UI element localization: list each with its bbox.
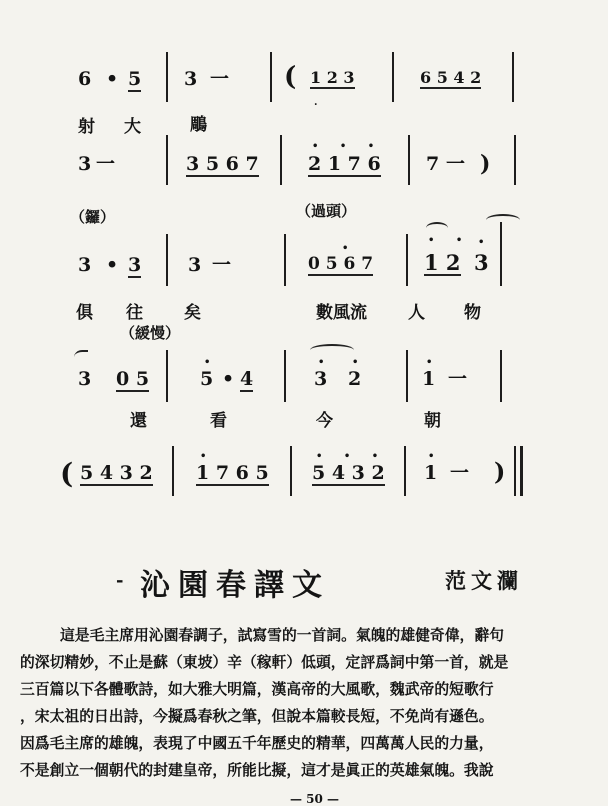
octave-dot: • [426, 357, 442, 368]
paren: ( [60, 457, 74, 490]
octave-dot: • [342, 243, 358, 254]
paren-label: （鑼） [70, 208, 116, 226]
lyric: 人 [408, 303, 425, 323]
lyric: 看 [210, 411, 227, 431]
note-dash: 一 [212, 254, 232, 276]
article-body [20, 622, 594, 784]
octave-dot: • [200, 451, 216, 462]
bar-line [290, 446, 292, 496]
note-dash: 一 [446, 153, 466, 175]
note: 3 [78, 368, 92, 390]
note: 3 [78, 153, 92, 175]
note-dot: • [106, 68, 119, 90]
note-group: 1 2 3 [310, 68, 355, 87]
octave-dot: . [314, 97, 327, 108]
note: 3 [188, 254, 202, 276]
text-line: 三百篇以下各體歌詩，如大雅大明篇，漢高帝的大風歌，魏武帝的短歌行 [20, 681, 494, 698]
score-row-4 [0, 340, 608, 450]
bar-line [392, 52, 394, 102]
note-dot: • [222, 368, 235, 390]
slur [426, 222, 448, 234]
note: 3 [314, 368, 328, 390]
note-group: 3 5 6 7 [186, 153, 259, 175]
note: 3 [128, 254, 142, 276]
final-bar-line [520, 446, 523, 496]
note: 4 [240, 368, 254, 390]
lyric: 矣 [184, 303, 201, 323]
note-dot: • [106, 254, 119, 276]
text-line: 這是毛主席用沁園春調子，試寫雪的一首詞。氣魄的雄健奇偉，辭句 [60, 627, 504, 644]
octave-dots: • • • [312, 141, 384, 152]
bar-line [406, 234, 408, 286]
note-group: 1 7 6 5 [196, 462, 269, 484]
note-group: 2 1 7 6 [308, 153, 381, 175]
octave-dot: • [204, 357, 220, 368]
paren: ( [284, 62, 297, 92]
slur [310, 344, 354, 356]
lyric: 數風流 [316, 303, 367, 323]
bar-line [512, 52, 514, 102]
bar-line [500, 350, 502, 402]
lyric: 物 [464, 303, 481, 323]
note-dash: 一 [448, 368, 468, 390]
paren: ) [494, 457, 506, 486]
bar-line [270, 52, 272, 102]
note: 1 [424, 462, 438, 484]
bar-line [500, 222, 502, 286]
note-dash: 一 [96, 153, 116, 175]
lyric: 鵰 [190, 115, 207, 135]
bar-line [166, 234, 168, 286]
note-group: 0 5 [116, 368, 150, 390]
lyric: 射 [78, 117, 95, 137]
octave-dot: • [318, 357, 334, 368]
octave-dot: • [352, 357, 368, 368]
score-row-5 [0, 440, 608, 550]
note: 3 [474, 250, 489, 275]
final-bar-line [514, 446, 516, 496]
note-group: 5 4 3 2 [80, 462, 153, 484]
bar-line [408, 135, 410, 185]
octave-dot: • [478, 237, 494, 248]
octave-dots: • • [428, 235, 472, 246]
text-line: 不是創立一個朝代的封建皇帝，所能比擬，這才是眞正的英雄氣魄。我說 [20, 762, 494, 779]
bar-line [404, 446, 406, 496]
note: 3 [184, 68, 198, 90]
note-group: 5 4 3 2 [312, 462, 385, 484]
bar-line [406, 350, 408, 402]
bar-line [514, 135, 516, 185]
text-line: ，宋太祖的日出詩，今擬爲春秋之筆，但說本篇較長短，不免尚有遜色。 [20, 708, 494, 725]
note: 3 [78, 254, 92, 276]
bar-line [280, 135, 282, 185]
lyric: 還 [130, 411, 147, 431]
lyric: 往 [126, 303, 143, 323]
bar-line [284, 234, 286, 286]
note: 6 [78, 68, 92, 90]
note: 5 [128, 68, 142, 90]
lyric: 大 [124, 117, 141, 137]
bar-line [166, 350, 168, 402]
note: 2 [348, 368, 362, 390]
note: 7 [426, 153, 440, 175]
note-dash: 一 [450, 462, 470, 484]
note-group: 0 5 6 7 [308, 254, 374, 274]
bar-line [166, 135, 168, 185]
text-line: 的深切精妙，不止是蘇（東坡）辛（稼軒）低頭，定評爲詞中第一首，就是 [20, 654, 509, 671]
note-group: 6 5 4 2 [420, 68, 482, 87]
paren-label: （過頭） [296, 202, 357, 220]
octave-dot: • [428, 451, 444, 462]
note: 1 [422, 368, 436, 390]
article-header [0, 560, 608, 603]
bar-line [172, 446, 174, 496]
lyric: 今 [316, 411, 333, 431]
lyric: 俱 [76, 303, 93, 323]
slur [486, 214, 520, 226]
lyric: 朝 [424, 411, 441, 431]
score-row-3 [0, 220, 608, 342]
article-author: 范文瀾 [445, 568, 523, 593]
paren: ) [480, 151, 491, 177]
note: 5 [200, 368, 214, 390]
bar-line [166, 52, 168, 102]
paren-label: （緩慢） [120, 324, 181, 342]
bar-line [284, 350, 286, 402]
page-number: — 50 — [290, 792, 340, 806]
article-title: 沁園春譯文 [140, 568, 330, 603]
note-dash: 一 [210, 68, 230, 90]
lead-dash: ‐ [116, 570, 124, 591]
note-group: 1 2 [424, 250, 461, 275]
octave-dots: • • • [316, 451, 388, 462]
tie-mark [74, 350, 88, 362]
text-line: 因爲毛主席的雄魄，表現了中國五千年歷史的精華，四萬萬人民的力量， [20, 735, 494, 752]
